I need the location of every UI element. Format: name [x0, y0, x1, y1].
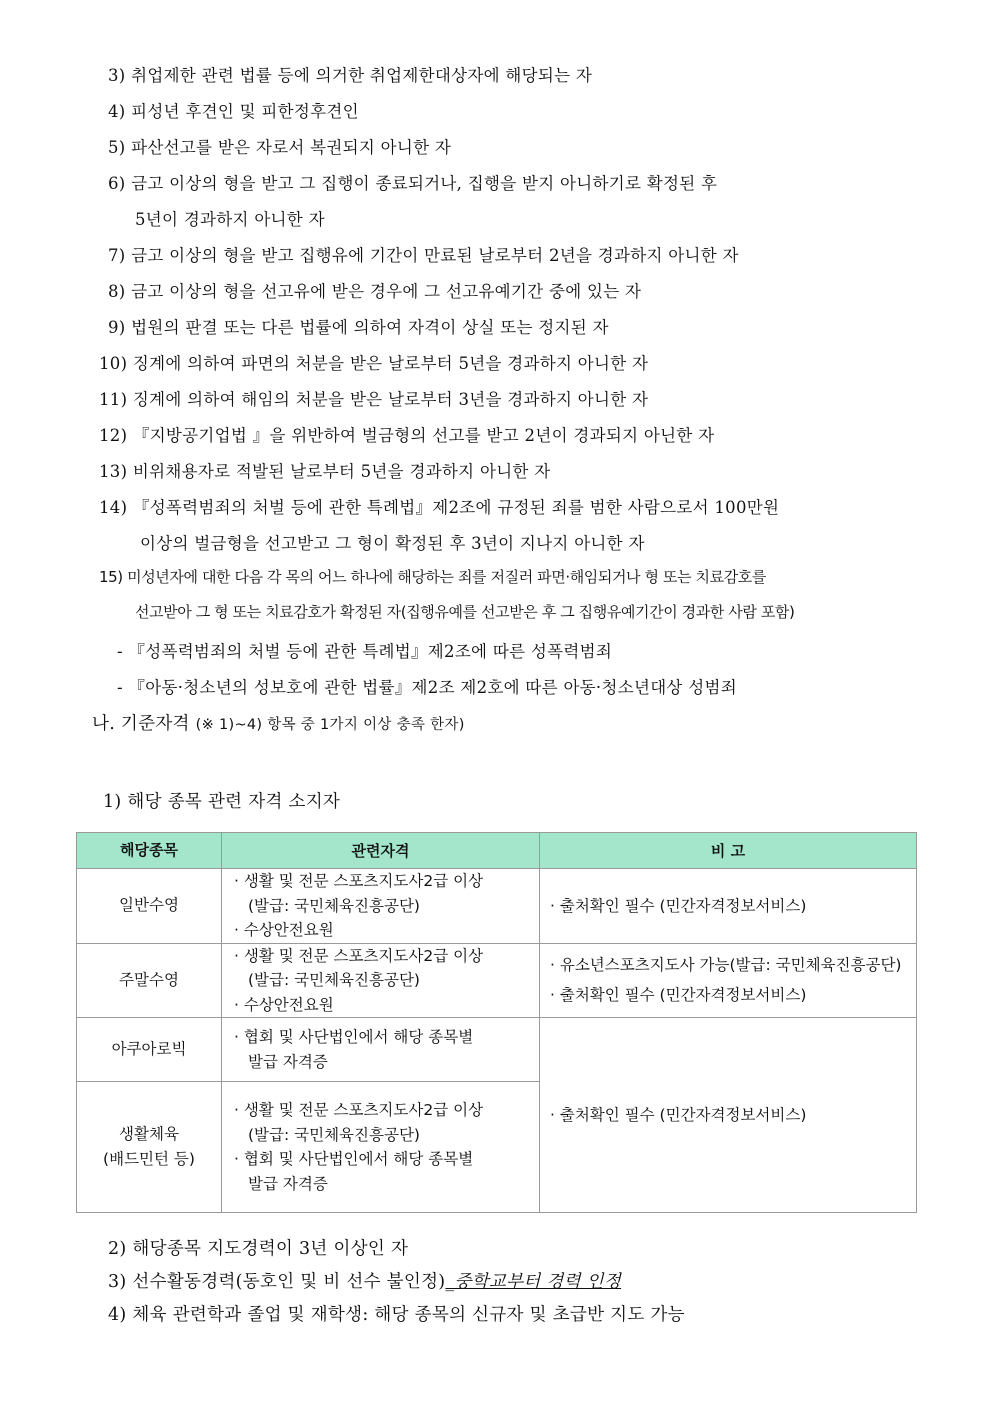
criteria-item: 2) 해당종목 지도경력이 3년 이상인 자 [108, 1239, 409, 1259]
table-row [77, 943, 917, 1018]
qualification-line: (발급: 국민체육진흥공단) [248, 896, 420, 915]
note-line: · 유소년스포츠지도사 가능(발급: 국민체육진흥공단) [550, 956, 902, 975]
qualification-line: 발급 자격증 [248, 1174, 328, 1193]
note-cell [540, 943, 917, 1018]
sub-heading: 1) 해당 종목 관련 자격 소지자 [103, 792, 341, 812]
criteria-item: 4) 체육 관련학과 졸업 및 재학생: 해당 종목의 신규자 및 초급반 지도 가능 [108, 1305, 685, 1325]
sport-cell: 일반수영 [77, 869, 222, 944]
note-cell-merged [540, 1018, 917, 1213]
column-header: 해당종목 [77, 833, 222, 869]
qualification-cell [222, 1018, 540, 1082]
list-item: 11) 징계에 의하여 해임의 처분을 받은 날로부터 3년을 경과하지 아니한 자 [99, 390, 649, 409]
sport-label: 생활체육 [119, 1125, 179, 1143]
column-header: 비 고 [540, 833, 917, 869]
list-item: 8) 금고 이상의 형을 선고유에 받은 경우에 그 선고유예기간 중에 있는 자 [108, 282, 642, 301]
list-item: 9) 법원의 판결 또는 다른 법률에 의하여 자격이 상실 또는 정지된 자 [108, 318, 609, 337]
qualification-line: · 생활 및 전문 스포츠지도사2급 이상 [234, 1101, 484, 1119]
list-item: 5) 파산선고를 받은 자로서 복권되지 아니한 자 [108, 138, 452, 157]
note-line: · 출처확인 필수 (민간자격정보서비스) [550, 1106, 807, 1124]
sub-list-item: - 『성폭력범죄의 처벌 등에 관한 특례법』제2조에 따른 성폭력범죄 [117, 642, 613, 661]
table-header-row [77, 833, 917, 869]
qualification-line: (발급: 국민체육진흥공단) [248, 1125, 420, 1144]
qualification-cell [222, 869, 540, 944]
note-line: · 출처확인 필수 (민간자격정보서비스) [550, 896, 807, 915]
qualification-line: · 수상안전요원 [234, 921, 334, 939]
criteria-item: 3) 선수활동경력(동호인 및 비 선수 불인정)_중학교부터 경력 인정 [108, 1272, 622, 1292]
list-item-continuation: 5년이 경과하지 아니한 자 [135, 210, 325, 229]
qualification-line: · 생활 및 전문 스포츠지도사2급 이상 [234, 946, 484, 965]
qualifications-table [76, 832, 917, 1213]
list-item: 10) 징계에 의하여 파면의 처분을 받은 날로부터 5년을 경과하지 아니한 자 [99, 354, 649, 373]
sport-cell: 주말수영 [77, 943, 222, 1018]
qualification-line: 발급 자격증 [248, 1052, 328, 1071]
qualification-line: · 협회 및 사단법인에서 해당 종목별 [234, 1028, 474, 1046]
qualification-line: (발급: 국민체육진흥공단) [248, 971, 420, 989]
list-item: 7) 금고 이상의 형을 받고 집행유에 기간이 만료된 날로부터 2년을 경과하지 아니한 자 [108, 246, 739, 265]
list-item: 6) 금고 이상의 형을 받고 그 집행이 종료되거나, 집행을 받지 아니하기로 확정된 후 [108, 174, 718, 193]
list-item: 13) 비위채용자로 적발된 날로부터 5년을 경과하지 아니한 자 [99, 462, 551, 481]
list-item-continuation: 이상의 벌금형을 선고받고 그 형이 확정된 후 3년이 지나지 아니한 자 [140, 534, 645, 553]
emphasis-note: _중학교부터 경력 인정 [445, 1272, 622, 1292]
qualification-cell [222, 943, 540, 1018]
table-row [77, 869, 917, 944]
qualification-line: · 수상안전요원 [234, 995, 334, 1014]
column-header: 관련자격 [222, 833, 540, 869]
section-heading: 나. 기준자격 (※ 1)~4) 항목 중 1가지 이상 충족 한자) [92, 714, 465, 734]
list-item: 15) 미성년자에 대한 다음 각 목의 어느 하나에 해당하는 죄를 저질러 파면·해임되거나 형 또는 치료감호를 [99, 568, 766, 586]
qualification-line: · 생활 및 전문 스포츠지도사2급 이상 [234, 872, 484, 890]
list-item: 14) 『성폭력범죄의 처벌 등에 관한 특례법』제2조에 규정된 죄를 범한 사람으로서 100만원 [99, 498, 780, 517]
qualification-cell [222, 1082, 540, 1213]
note-line: · 출처확인 필수 (민간자격정보서비스) [550, 986, 807, 1005]
sport-label-sub: (배드민턴 등) [103, 1150, 195, 1168]
list-item: 3) 취업제한 관련 법률 등에 의거한 취업제한대상자에 해당되는 자 [108, 66, 593, 85]
note-cell [540, 869, 917, 944]
list-item-continuation: 선고받아 그 형 또는 치료감호가 확정된 자(집행유예를 선고받은 후 그 집행유예기간이 경과한 사람 포함) [135, 603, 795, 621]
sport-cell [77, 1082, 222, 1213]
qualification-line: · 협회 및 사단법인에서 해당 종목별 [234, 1150, 474, 1168]
table-row [77, 1018, 917, 1082]
list-item: 4) 피성년 후견인 및 피한정후견인 [108, 102, 359, 121]
sub-list-item: - 『아동·청소년의 성보호에 관한 법률』제2조 제2호에 따른 아동·청소년대상 성범죄 [117, 678, 737, 697]
sport-cell: 아쿠아로빅 [77, 1018, 222, 1082]
list-item: 12) 『지방공기업법 』을 위반하여 벌금형의 선고를 받고 2년이 경과되지 아닌한 자 [99, 426, 715, 445]
